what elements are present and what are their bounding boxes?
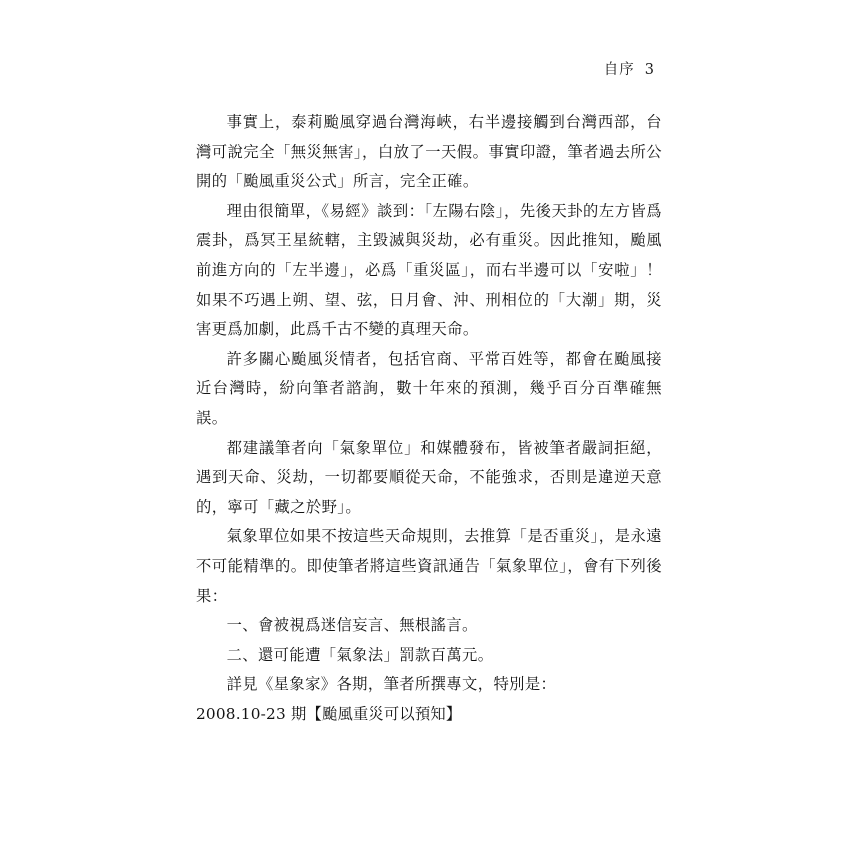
header-title: 自序 <box>603 62 635 78</box>
paragraph: 許多關心颱風災情者，包括官商、平常百姓等，都會在颱風接近台灣時，紛向筆者諮詢，數十年來的預測，幾乎百分百準確無誤。 <box>196 349 662 427</box>
paragraph: 事實上，泰莉颱風穿過台灣海峽，右半邊接觸到台灣西部，台灣可說完全「無災無害」，白放了一天假。事實印證，筆者過去所公開的「颱風重災公式」所言，完全正確。 <box>196 113 662 191</box>
header-page-number: 3 <box>644 62 655 78</box>
paragraph: 詳見《星象家》各期，筆者所撰專文，特別是： <box>226 675 557 694</box>
paragraph: 氣象單位如果不按這些天命規則，去推算「是否重災」，是永遠不可能精準的。即使筆者將這些資訊通告「氣象單位」，會有下列後果： <box>196 527 662 605</box>
page-header <box>604 58 655 79</box>
body-text <box>196 108 662 729</box>
paragraph: 都建議筆者向「氣象單位」和媒體發布，皆被筆者嚴詞拒絕，遇到天命、災劫，一切都要順從天命，不能強求，否則是違逆天意的，寧可「藏之於野」。 <box>196 438 662 516</box>
list-item: 二、還可能遭「氣象法」罰款百萬元。 <box>226 645 494 664</box>
list-item: 一、會被視爲迷信妄言、無根謠言。 <box>226 616 478 635</box>
reference-line: 2008.10-23 期【颱風重災可以預知】 <box>196 704 462 723</box>
paragraph: 理由很簡單，《易經》談到：「左陽右陰」，先後天卦的左方皆爲震卦，爲冥王星統轄，主毀滅與災劫，必有重災。因此推知，颱風前進方向的「左半邊」，必爲「重災區」，而右半邊可以「安啦」！如果不巧遇上朔、望、弦，日月會、沖、刑相位的「大潮」期，災害更爲加劇，此爲千古不變的真理天命。 <box>196 201 662 339</box>
